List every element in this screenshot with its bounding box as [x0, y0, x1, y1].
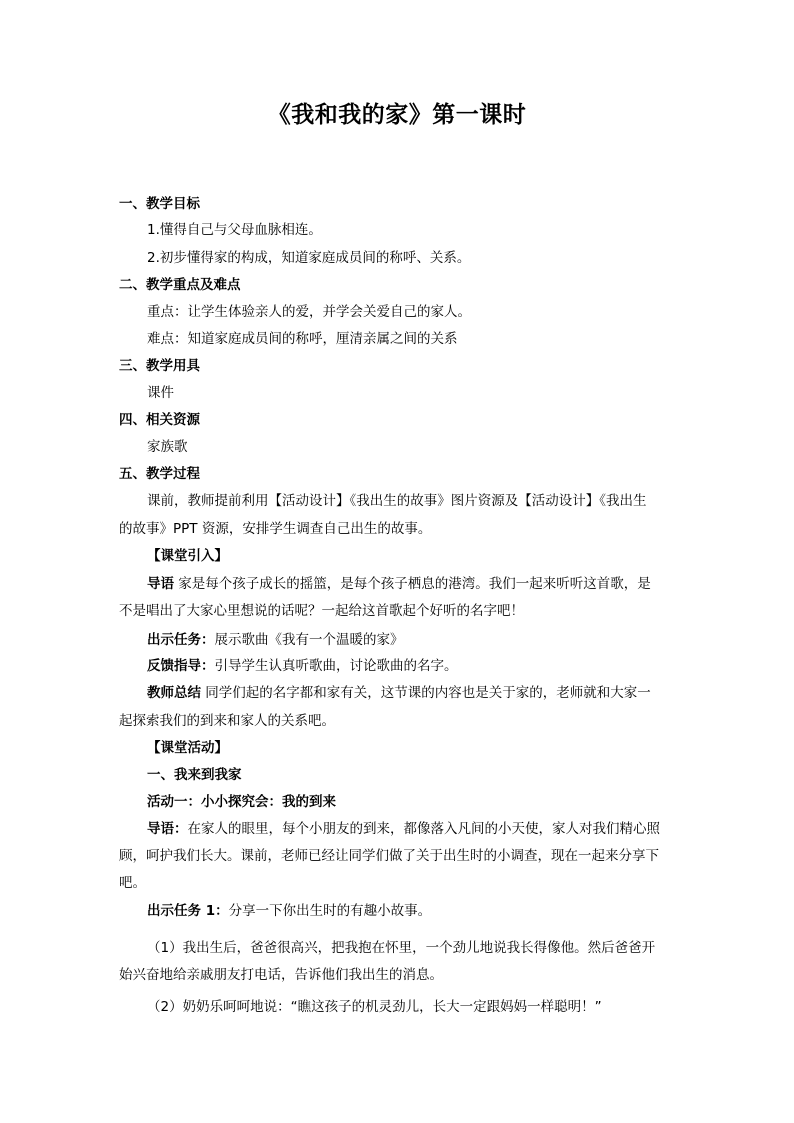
intro-feedback-line: [147, 656, 679, 676]
intro-feedback-label: 反馈指导：: [147, 658, 215, 674]
activity-task-label: 出示任务 1：: [147, 903, 229, 919]
story-1-line-2: 始兴奋地给亲戚朋友打电话，告诉他们我出生的消息。: [119, 967, 443, 983]
activity-guide-label: 导语：: [147, 821, 188, 837]
intro-guide-label: 导语: [147, 576, 174, 592]
activity-guide-line-3: 吧。: [119, 875, 146, 891]
section-heading-key-points: 二、教学重点及难点: [119, 277, 241, 293]
activity-guide-line-2: 顾，呵护我们长大。课前，老师已经让同学们做了关于出生时的小调查，现在一起来分享下: [119, 848, 659, 864]
resources-item: 家族歌: [147, 439, 188, 455]
story-1-line-1: （1）我出生后，爸爸很高兴，把我抱在怀里，一个劲儿地说我长得像他。然后爸爸开: [147, 940, 656, 956]
intro-task-label: 出示任务：: [147, 632, 215, 648]
activity-task-text: 分享一下你出生时的有趣小故事。: [228, 903, 432, 919]
intro-guide-line-2: 不是唱出了大家心里想说的话呢？一起给这首歌起个好听的名字吧！: [119, 603, 524, 619]
key-point-text: 重点：让学生体验亲人的爱，并学会关爱自己的家人。: [147, 304, 471, 320]
intro-heading: 【课堂引入】: [147, 548, 228, 564]
intro-task-text: 展示歌曲《我有一个温暖的家》: [214, 632, 404, 648]
activity-guide-text: 在家人的眼里，每个小朋友的到来，都像落入凡间的小天使，家人对我们精心照: [187, 821, 660, 837]
intro-summary-line-2: 起探索我们的到来和家人的关系吧。: [119, 713, 335, 729]
section-heading-resources: 四、相关资源: [119, 412, 200, 428]
objective-item-1: 1.懂得自己与父母血脉相连。: [147, 222, 322, 238]
pre-class-line-1: 课前，教师提前利用【活动设计】《我出生的故事》图片资源及【活动设计】《我出生: [147, 493, 647, 509]
difficulty-text: 难点：知道家庭成员间的称呼，厘清亲属之间的关系: [147, 331, 458, 347]
activity-heading: 【课堂活动】: [147, 740, 228, 756]
section-heading-objectives: 一、教学目标: [119, 196, 200, 212]
intro-summary-line-1: [147, 683, 679, 703]
page-title: 《我和我的家》第一课时: [267, 101, 527, 128]
intro-guide-line-1: [147, 574, 679, 594]
intro-feedback-text: 引导学生认真听歌曲，讨论歌曲的名字。: [214, 658, 458, 674]
intro-summary-label: 教师总结: [147, 685, 201, 701]
objective-item-2: 2.初步懂得家的构成，知道家庭成员间的称呼、关系。: [147, 250, 471, 266]
story-2-text: （2）奶奶乐呵呵地说：“瞧这孩子的机灵劲儿，长大一定跟妈妈一样聪明！”: [147, 999, 602, 1015]
intro-task-line: [147, 630, 679, 650]
tools-item: 课件: [147, 385, 174, 401]
section-heading-tools: 三、教学用具: [119, 358, 200, 374]
activity-1-title: 活动一：小小探究会：我的到来: [147, 794, 336, 810]
activity-guide-line-1: [147, 819, 679, 839]
section-heading-process: 五、教学过程: [119, 466, 200, 482]
activity-subheading-1: 一、我来到我家: [147, 767, 242, 783]
pre-class-line-2: 的故事》PPT 资源，安排学生调查自己出生的故事。: [119, 521, 432, 537]
intro-summary-text: 同学们起的名字都和家有关，这节课的内容也是关于家的，老师就和大家一: [201, 685, 651, 701]
activity-task-line: [147, 901, 679, 921]
intro-guide-text: 家是每个孩子成长的摇篮，是每个孩子栖息的港湾。我们一起来听听这首歌，是: [174, 576, 651, 592]
